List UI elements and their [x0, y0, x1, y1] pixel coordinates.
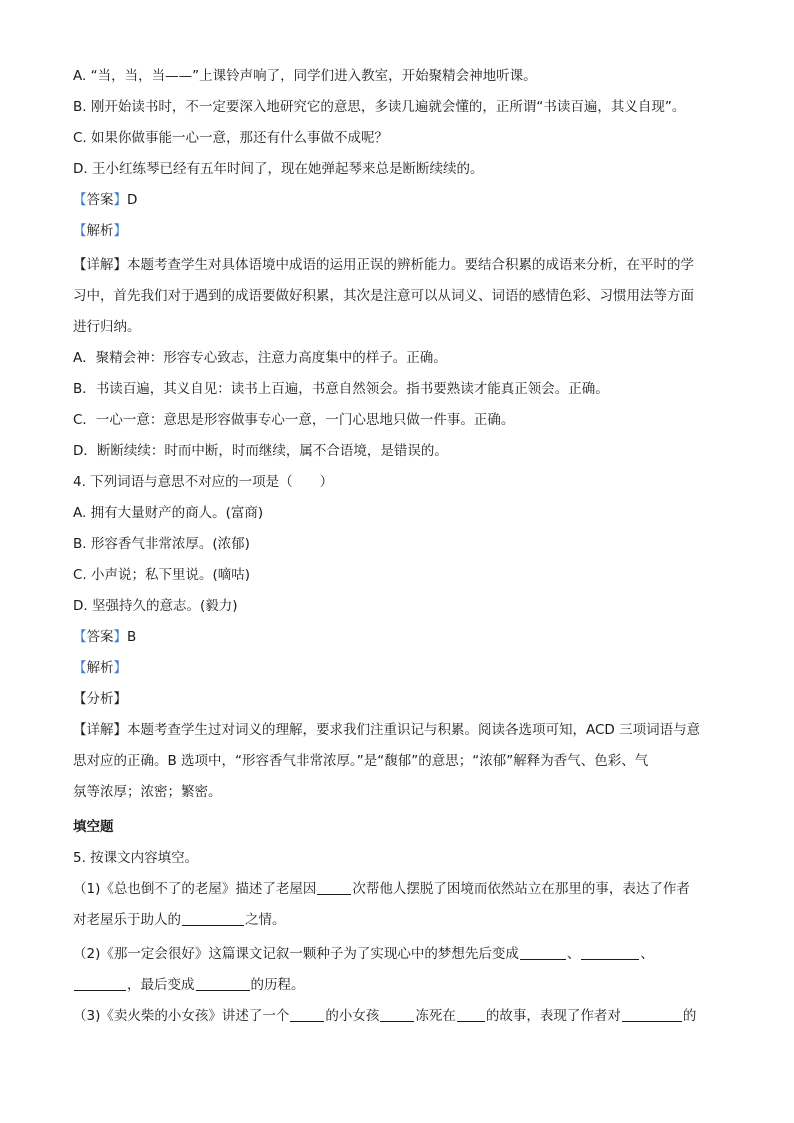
fill-text: （2)《那一定会很好》这篇课文记叙一颗种子为了实现心中的梦想先后变成 [73, 946, 519, 962]
option-d: D. 王小红练琴已经有五年时间了，现在她弹起琴来总是断断续续的。 [73, 161, 484, 177]
fill-text: ，最后变成 [127, 977, 195, 993]
fill-blank[interactable] [622, 1007, 682, 1022]
explanation-b: B．书读百遍，其义自见：读书上百遍，书意自然领会。指书要熟读才能真正领会。正确。 [73, 381, 609, 397]
option-a: A. “当，当，当——”上课铃声响了，同学们进入教室，开始聚精会神地听课。 [73, 68, 537, 84]
fill-text: 次帮他人摆脱了困境而依然站立在那里的事，表达了作者 [352, 881, 690, 897]
explanation-d: D．断断续续：时而中断，时而继续，属不合语境，是错误的。 [73, 443, 448, 459]
fill-text: 的故事，表现了作者对 [485, 1008, 621, 1024]
fill-blank[interactable] [380, 1007, 414, 1022]
analysis-tag-line [73, 221, 127, 241]
fill-line-3 [73, 944, 654, 964]
fill-line-2 [73, 910, 286, 930]
analysis-heading: 【分析】 [73, 691, 127, 707]
fill-text: 的 [682, 1008, 697, 1024]
fill-text: （1)《总也倒不了的老屋》描述了老屋因 [73, 881, 317, 897]
fill-blank[interactable] [520, 945, 566, 960]
detail-text: 【详解】本题考查学生对具体语境中成语的运用正误的辨析能力。要结合积累的成语来分析，在平时的学 [73, 257, 694, 273]
detail-text: 习中，首先我们对于遇到的成语要做好积累，其次是注意可以从词义、词语的感情色彩、习惯用法等方面 [73, 288, 694, 304]
fill-text: （3)《卖火柴的小女孩》讲述了一个 [73, 1008, 290, 1024]
answer-tag: 答案 [86, 192, 114, 208]
detail-text: 【详解】本题考查学生过对词义的理解，要求我们注重识记与积累。阅读各选项可知，ACD 三项词语与意 [73, 722, 701, 738]
fill-line-1 [73, 879, 690, 899]
bracket-close: 】 [113, 192, 127, 208]
fill-blank[interactable] [581, 945, 639, 960]
fill-blank[interactable] [182, 911, 244, 926]
fill-text: 、 [566, 946, 581, 962]
detail-text: 氛等浓厚；浓密；繁密。 [73, 784, 222, 800]
fill-text: 对老屋乐于助人的 [73, 912, 181, 928]
fill-blank[interactable] [290, 1007, 324, 1022]
detail-text: 思对应的正确。B 选项中，“形容香气非常浓厚。”是“馥郁”的意思；“浓郁”解释为香气、色彩、气 [73, 753, 649, 769]
fill-text: 的历程。 [250, 977, 305, 993]
analysis-tag-line [73, 658, 127, 678]
option-c: C. 如果你做事能一心一意，那还有什么事做不成呢？ [73, 130, 389, 146]
fill-text: 、 [640, 946, 654, 962]
fill-blank[interactable] [317, 880, 351, 895]
bracket-close: 】 [113, 660, 127, 676]
fill-blank[interactable] [74, 976, 126, 991]
fill-blank[interactable] [196, 976, 250, 991]
answer-value: B [127, 629, 137, 645]
analysis-tag: 解析 [86, 660, 114, 676]
fill-text: 的小女孩 [325, 1008, 380, 1024]
fill-blank[interactable] [457, 1007, 485, 1022]
fill-text: 冻死在 [415, 1008, 456, 1024]
answer-tag: 答案 [86, 629, 114, 645]
fill-line-4 [73, 975, 305, 995]
q4-option-b: B. 形容香气非常浓厚。(浓郁) [73, 536, 250, 552]
q4-option-c: C. 小声说；私下里说。(嘀咕) [73, 567, 251, 583]
option-b: B. 刚开始读书时，不一定要深入地研究它的意思，多读几遍就会懂的，正所谓“书读百遍，其义自现”。 [73, 99, 686, 115]
bracket-open: 【 [73, 660, 87, 676]
fill-text: 之情。 [245, 912, 286, 928]
answer-line [73, 190, 137, 210]
q4-option-d: D. 坚强持久的意志。(毅力) [73, 598, 238, 614]
answer-value: D [127, 192, 138, 208]
question-4: 4. 下列词语与意思不对应的一项是（ ） [73, 474, 334, 490]
answer-line [73, 627, 136, 647]
detail-text: 进行归纳。 [73, 319, 141, 335]
fill-line-5 [73, 1006, 696, 1026]
bracket-close: 】 [113, 223, 127, 239]
question-5: 5. 按课文内容填空。 [73, 850, 199, 866]
analysis-tag: 解析 [86, 223, 114, 239]
bracket-open: 【 [73, 192, 87, 208]
explanation-a: A．聚精会神：形容专心致志，注意力高度集中的样子。正确。 [73, 350, 447, 366]
section-heading: 填空题 [73, 819, 114, 835]
bracket-close: 】 [113, 629, 127, 645]
q4-option-a: A. 拥有大量财产的商人。(富商) [73, 505, 264, 521]
bracket-open: 【 [73, 629, 87, 645]
explanation-c: C．一心一意：意思是形容做事专心一意，一门心思地只做一件事。正确。 [73, 412, 515, 428]
bracket-open: 【 [73, 223, 87, 239]
